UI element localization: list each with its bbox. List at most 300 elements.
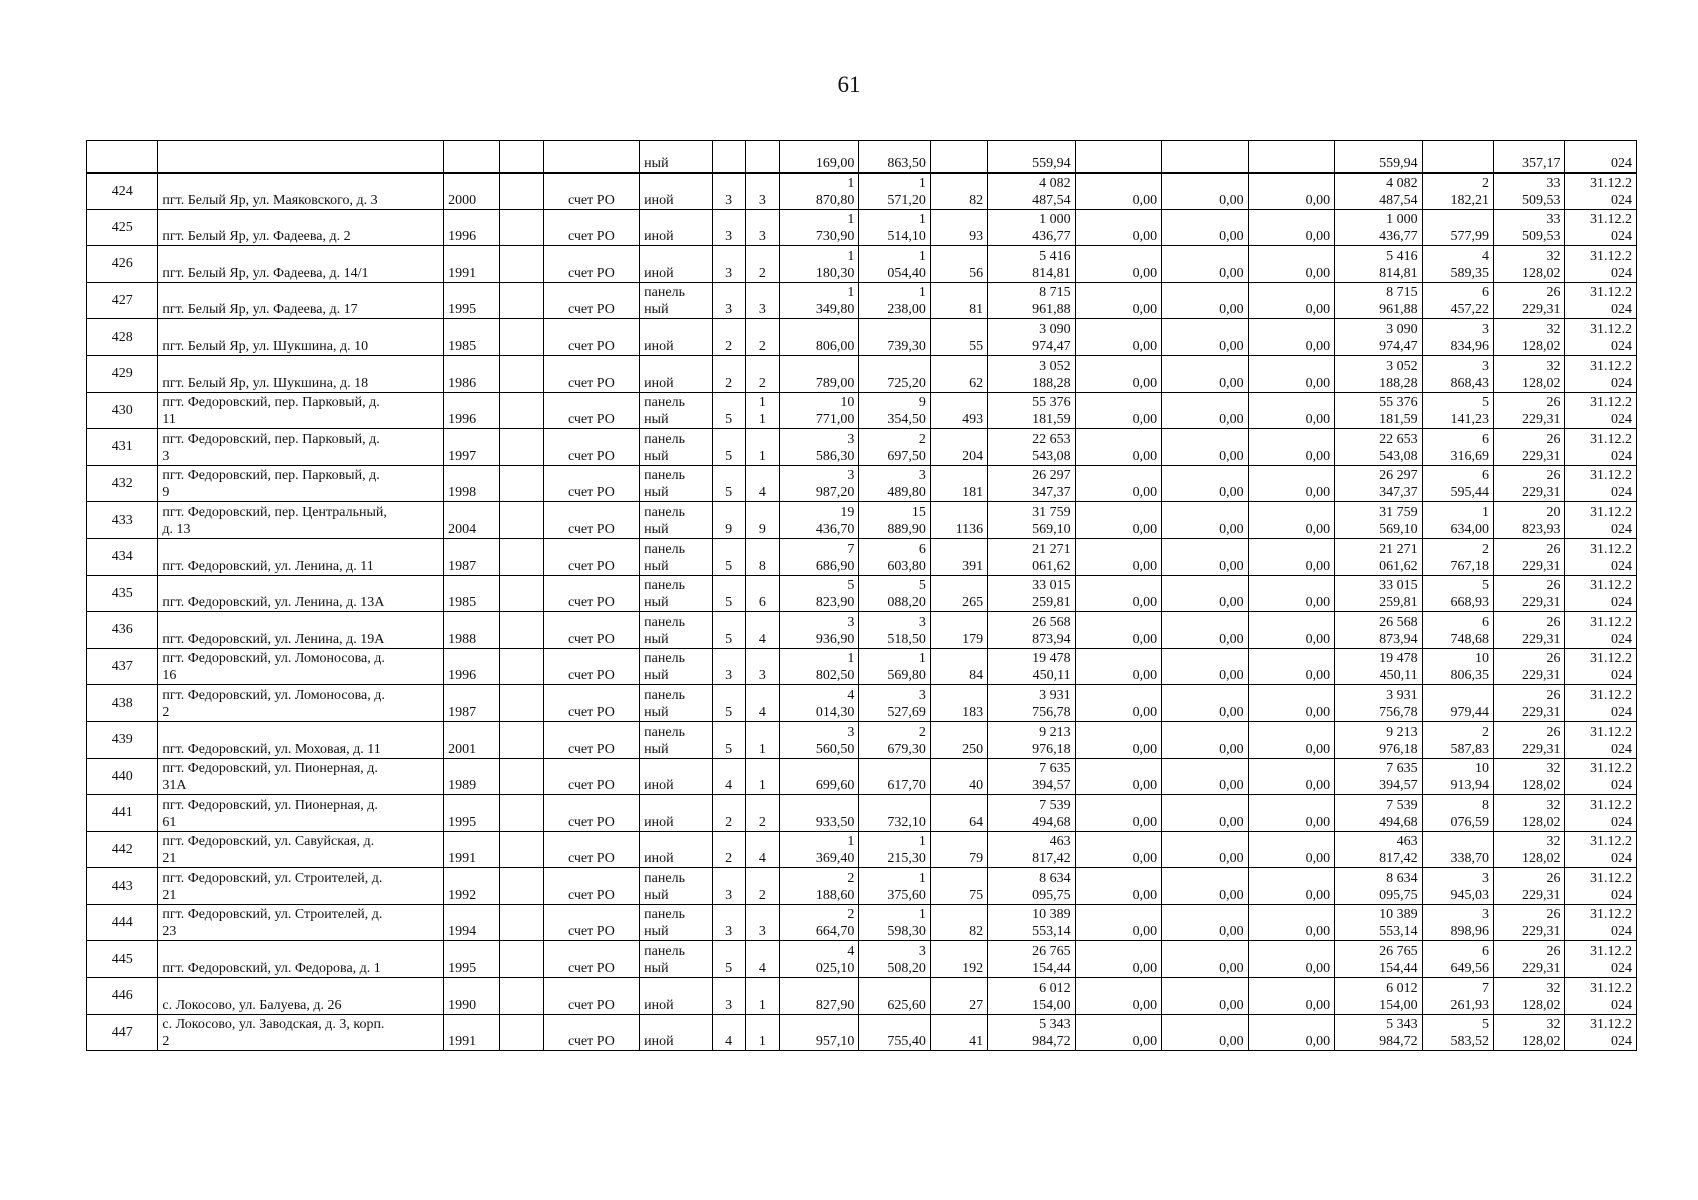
cell-floors: 2 [712, 831, 745, 868]
cell-v2: 0,00 [1162, 246, 1249, 283]
cell-deadline: 31.12.2 024 [1565, 282, 1637, 319]
cell-no: 424 [87, 173, 158, 210]
cell-total-cost: 19 478 450,11 [988, 648, 1076, 685]
cell-no: 437 [87, 648, 158, 685]
cell-v1: 0,00 [1075, 355, 1162, 392]
cell-v2: 0,00 [1162, 1014, 1249, 1051]
cell-deadline: 31.12.2 024 [1565, 978, 1637, 1015]
cell-area2: 732,10 [859, 795, 930, 832]
cell-c4 [500, 355, 543, 392]
cell-no: 432 [87, 465, 158, 502]
cell-total-cost: 6 012 154,00 [988, 978, 1076, 1015]
cell-floors: 5 [712, 465, 745, 502]
cell-people: 64 [930, 795, 987, 832]
cell-entrances: 8 [745, 538, 779, 575]
cell-address: пгт. Федоровский, ул. Пионерная, д. 61 [158, 795, 444, 832]
cell-c4 [500, 758, 543, 795]
cell-year: 1998 [444, 465, 500, 502]
cell-cost-per-m2: 3 868,43 [1422, 355, 1493, 392]
cell-v1: 0,00 [1075, 795, 1162, 832]
cell-area2: 739,30 [859, 319, 930, 356]
cell-area1: 3 586,30 [779, 429, 858, 466]
cell-no: 443 [87, 868, 158, 905]
cell-v2: 0,00 [1162, 978, 1249, 1015]
cell-floors: 4 [712, 1014, 745, 1051]
cell-c4 [500, 904, 543, 941]
cell-area1: 957,10 [779, 1014, 858, 1051]
cell-floors: 5 [712, 612, 745, 649]
cell-limit: 357,17 [1494, 141, 1565, 173]
cell-people: 265 [930, 575, 987, 612]
cell-material: панель ный [640, 465, 712, 502]
cell-address: пгт. Белый Яр, ул. Фадеева, д. 14/1 [158, 246, 444, 283]
cell-limit: 26 229,31 [1494, 429, 1565, 466]
table-row [87, 355, 1637, 392]
cell-v2: 0,00 [1162, 502, 1249, 539]
cell-fund: 26 297 347,37 [1335, 465, 1423, 502]
cell-deadline: 31.12.2 024 [1565, 685, 1637, 722]
cell-address: пгт. Федоровский, ул. Строителей, д. 23 [158, 904, 444, 941]
cell-total-cost: 1 000 436,77 [988, 209, 1076, 246]
cell-limit: 26 229,31 [1494, 465, 1565, 502]
cell-area1: 789,00 [779, 355, 858, 392]
cell-cost-per-m2: 2 767,18 [1422, 538, 1493, 575]
cell-area2: 3 489,80 [859, 465, 930, 502]
table-row [87, 502, 1637, 539]
cell-v1: 0,00 [1075, 319, 1162, 356]
cell-area2: 863,50 [859, 141, 930, 173]
cell-cost-per-m2: 979,44 [1422, 685, 1493, 722]
cell-material: иной [640, 319, 712, 356]
cell-total-cost: 8 634 095,75 [988, 868, 1076, 905]
cell-method [543, 141, 640, 173]
cell-limit: 26 229,31 [1494, 685, 1565, 722]
cell-v2: 0,00 [1162, 758, 1249, 795]
cell-floors: 3 [712, 648, 745, 685]
cell-address: пгт. Федоровский, ул. Ленина, д. 11 [158, 538, 444, 575]
cell-people: 204 [930, 429, 987, 466]
cell-year: 1995 [444, 941, 500, 978]
cell-floors: 5 [712, 941, 745, 978]
cell-people: 41 [930, 1014, 987, 1051]
cell-material: панель ный [640, 429, 712, 466]
cell-method: счет РО [543, 319, 640, 356]
cell-entrances: 1 1 [745, 392, 779, 429]
cell-material: панель ный [640, 721, 712, 758]
cell-area2: 1 571,20 [859, 173, 930, 210]
cell-floors: 3 [712, 246, 745, 283]
cell-entrances: 1 [745, 1014, 779, 1051]
cell-fund: 26 765 154,44 [1335, 941, 1423, 978]
table-row [87, 173, 1637, 210]
table-row [87, 941, 1637, 978]
cell-method: счет РО [543, 721, 640, 758]
cell-material: иной [640, 173, 712, 210]
cell-no: 442 [87, 831, 158, 868]
cell-no: 429 [87, 355, 158, 392]
table-row [87, 795, 1637, 832]
cell-address: пгт. Федоровский, ул. Ломоносова, д. 16 [158, 648, 444, 685]
cell-entrances: 4 [745, 941, 779, 978]
cell-deadline: 31.12.2 024 [1565, 246, 1637, 283]
cell-v3: 0,00 [1248, 173, 1335, 210]
cell-cost-per-m2: 338,70 [1422, 831, 1493, 868]
cell-entrances: 1 [745, 429, 779, 466]
cell-c4 [500, 1014, 543, 1051]
cell-entrances: 1 [745, 758, 779, 795]
cell-material: иной [640, 209, 712, 246]
cell-area1: 7 686,90 [779, 538, 858, 575]
cell-cost-per-m2: 3 898,96 [1422, 904, 1493, 941]
cell-year: 1996 [444, 392, 500, 429]
cell-floors: 3 [712, 209, 745, 246]
cell-v1: 0,00 [1075, 868, 1162, 905]
cell-v3: 0,00 [1248, 795, 1335, 832]
cell-method: счет РО [543, 868, 640, 905]
cell-v2: 0,00 [1162, 831, 1249, 868]
cell-c4 [500, 282, 543, 319]
cell-year: 1995 [444, 795, 500, 832]
cell-c4 [500, 538, 543, 575]
cell-method: счет РО [543, 978, 640, 1015]
cell-area2: 9 354,50 [859, 392, 930, 429]
cell-entrances: 4 [745, 831, 779, 868]
cell-area1: 827,90 [779, 978, 858, 1015]
cell-area1: 2 664,70 [779, 904, 858, 941]
cell-cost-per-m2: 10 806,35 [1422, 648, 1493, 685]
cell-fund: 10 389 553,14 [1335, 904, 1423, 941]
cell-c4 [500, 209, 543, 246]
cell-method: счет РО [543, 648, 640, 685]
cell-people: 82 [930, 173, 987, 210]
cell-year: 1988 [444, 612, 500, 649]
cell-fund: 7 635 394,57 [1335, 758, 1423, 795]
cell-material: иной [640, 1014, 712, 1051]
cell-year [444, 141, 500, 173]
cell-people: 27 [930, 978, 987, 1015]
cell-v3: 0,00 [1248, 502, 1335, 539]
cell-no: 436 [87, 612, 158, 649]
cell-cost-per-m2: 5 668,93 [1422, 575, 1493, 612]
cell-total-cost: 26 297 347,37 [988, 465, 1076, 502]
cell-cost-per-m2: 6 649,56 [1422, 941, 1493, 978]
cell-no: 427 [87, 282, 158, 319]
cell-method: счет РО [543, 904, 640, 941]
cell-method: счет РО [543, 612, 640, 649]
table-row-continuation [87, 141, 1637, 173]
cell-cost-per-m2: 2 182,21 [1422, 173, 1493, 210]
cell-no: 441 [87, 795, 158, 832]
cell-limit: 32 128,02 [1494, 978, 1565, 1015]
cell-v2: 0,00 [1162, 429, 1249, 466]
cell-v3: 0,00 [1248, 282, 1335, 319]
cell-limit: 32 128,02 [1494, 319, 1565, 356]
cell-no: 431 [87, 429, 158, 466]
cell-address: пгт. Федоровский, ул. Пионерная, д. 31А [158, 758, 444, 795]
cell-fund: 26 568 873,94 [1335, 612, 1423, 649]
cell-floors: 3 [712, 282, 745, 319]
cell-deadline: 31.12.2 024 [1565, 355, 1637, 392]
cell-address: пгт. Белый Яр, ул. Фадеева, д. 2 [158, 209, 444, 246]
cell-year: 1985 [444, 575, 500, 612]
cell-v3: 0,00 [1248, 868, 1335, 905]
cell-v1: 0,00 [1075, 392, 1162, 429]
cell-year: 1994 [444, 904, 500, 941]
cell-address: пгт. Федоровский, ул. Ленина, д. 13А [158, 575, 444, 612]
cell-v1: 0,00 [1075, 246, 1162, 283]
cell-area2: 755,40 [859, 1014, 930, 1051]
cell-area2: 625,60 [859, 978, 930, 1015]
cell-limit: 33 509,53 [1494, 209, 1565, 246]
cell-v2: 0,00 [1162, 319, 1249, 356]
table-row [87, 612, 1637, 649]
cell-v2: 0,00 [1162, 941, 1249, 978]
cell-deadline: 31.12.2 024 [1565, 648, 1637, 685]
cell-deadline: 31.12.2 024 [1565, 502, 1637, 539]
cell-c4 [500, 429, 543, 466]
table-row [87, 685, 1637, 722]
cell-c4 [500, 868, 543, 905]
cell-cost-per-m2: 4 589,35 [1422, 246, 1493, 283]
cell-limit: 32 128,02 [1494, 246, 1565, 283]
cell-total-cost: 4 082 487,54 [988, 173, 1076, 210]
cell-year: 1996 [444, 648, 500, 685]
table-row [87, 429, 1637, 466]
cell-v1: 0,00 [1075, 173, 1162, 210]
table-row [87, 538, 1637, 575]
cell-entrances: 2 [745, 868, 779, 905]
cell-c4 [500, 575, 543, 612]
cell-total-cost: 3 931 756,78 [988, 685, 1076, 722]
cell-v1: 0,00 [1075, 758, 1162, 795]
cell-area2: 2 679,30 [859, 721, 930, 758]
cell-v2: 0,00 [1162, 685, 1249, 722]
cell-cost-per-m2: 3 834,96 [1422, 319, 1493, 356]
cell-floors: 3 [712, 173, 745, 210]
cell-v1: 0,00 [1075, 612, 1162, 649]
table-row [87, 465, 1637, 502]
cell-method: счет РО [543, 758, 640, 795]
cell-year: 1989 [444, 758, 500, 795]
cell-method: счет РО [543, 538, 640, 575]
cell-area1: 4 014,30 [779, 685, 858, 722]
cell-v1 [1075, 141, 1162, 173]
cell-v3: 0,00 [1248, 355, 1335, 392]
cell-area2: 2 697,50 [859, 429, 930, 466]
cell-total-cost: 33 015 259,81 [988, 575, 1076, 612]
cell-people: 181 [930, 465, 987, 502]
cell-area2: 1 238,00 [859, 282, 930, 319]
cell-fund: 1 000 436,77 [1335, 209, 1423, 246]
cell-limit: 26 229,31 [1494, 941, 1565, 978]
table-row [87, 721, 1637, 758]
cell-people [930, 141, 987, 173]
cell-method: счет РО [543, 502, 640, 539]
cell-v3: 0,00 [1248, 978, 1335, 1015]
cell-method: счет РО [543, 575, 640, 612]
cell-cost-per-m2: 8 076,59 [1422, 795, 1493, 832]
cell-area1: 1 730,90 [779, 209, 858, 246]
cell-floors: 2 [712, 319, 745, 356]
cell-c4 [500, 648, 543, 685]
cell-area1: 5 823,90 [779, 575, 858, 612]
cell-entrances: 2 [745, 246, 779, 283]
cell-entrances: 3 [745, 173, 779, 210]
cell-area2: 1 598,30 [859, 904, 930, 941]
cell-deadline: 31.12.2 024 [1565, 1014, 1637, 1051]
cell-entrances: 9 [745, 502, 779, 539]
cell-c4 [500, 246, 543, 283]
cell-no: 446 [87, 978, 158, 1015]
cell-deadline: 31.12.2 024 [1565, 612, 1637, 649]
cell-entrances: 3 [745, 904, 779, 941]
cell-year: 1997 [444, 429, 500, 466]
cell-method: счет РО [543, 685, 640, 722]
cell-v3: 0,00 [1248, 429, 1335, 466]
cell-cost-per-m2: 6 457,22 [1422, 282, 1493, 319]
cell-people: 493 [930, 392, 987, 429]
cell-v3 [1248, 141, 1335, 173]
cell-fund: 3 931 756,78 [1335, 685, 1423, 722]
cell-address: пгт. Федоровский, ул. Строителей, д. 21 [158, 868, 444, 905]
cell-deadline: 31.12.2 024 [1565, 868, 1637, 905]
cell-c4 [500, 941, 543, 978]
cell-total-cost: 10 389 553,14 [988, 904, 1076, 941]
cell-deadline: 31.12.2 024 [1565, 173, 1637, 210]
table-row [87, 1014, 1637, 1051]
cell-floors: 5 [712, 575, 745, 612]
cell-no: 439 [87, 721, 158, 758]
cell-address: пгт. Федоровский, ул. Ломоносова, д. 2 [158, 685, 444, 722]
page-number: 61 [837, 72, 861, 97]
cell-people: 179 [930, 612, 987, 649]
cell-fund: 6 012 154,00 [1335, 978, 1423, 1015]
cell-people: 93 [930, 209, 987, 246]
cell-fund: 559,94 [1335, 141, 1423, 173]
cell-v1: 0,00 [1075, 904, 1162, 941]
cell-cost-per-m2: 2 587,83 [1422, 721, 1493, 758]
cell-total-cost: 31 759 569,10 [988, 502, 1076, 539]
cell-total-cost: 21 271 061,62 [988, 538, 1076, 575]
cell-year: 1987 [444, 685, 500, 722]
cell-material: панель ный [640, 538, 712, 575]
cell-limit: 26 229,31 [1494, 282, 1565, 319]
cell-area1: 1 870,80 [779, 173, 858, 210]
cell-material: ный [640, 141, 712, 173]
cell-cost-per-m2 [1422, 141, 1493, 173]
cell-deadline: 31.12.2 024 [1565, 758, 1637, 795]
cell-limit: 26 229,31 [1494, 868, 1565, 905]
cell-address: пгт. Федоровский, пер. Парковый, д. 3 [158, 429, 444, 466]
cell-v2: 0,00 [1162, 648, 1249, 685]
cell-area1: 19 436,70 [779, 502, 858, 539]
cell-c4 [500, 721, 543, 758]
cell-fund: 4 082 487,54 [1335, 173, 1423, 210]
cell-floors: 5 [712, 429, 745, 466]
cell-deadline: 31.12.2 024 [1565, 941, 1637, 978]
cell-area2: 3 508,20 [859, 941, 930, 978]
cell-entrances: 2 [745, 795, 779, 832]
cell-deadline: 31.12.2 024 [1565, 575, 1637, 612]
table-row [87, 868, 1637, 905]
cell-address: пгт. Белый Яр, ул. Фадеева, д. 17 [158, 282, 444, 319]
cell-area1: 933,50 [779, 795, 858, 832]
cell-v3: 0,00 [1248, 319, 1335, 356]
cell-floors: 5 [712, 392, 745, 429]
cell-deadline: 31.12.2 024 [1565, 721, 1637, 758]
cell-people: 82 [930, 904, 987, 941]
cell-material: панель ный [640, 502, 712, 539]
cell-method: счет РО [543, 209, 640, 246]
cell-c4 [500, 978, 543, 1015]
cell-fund: 8 715 961,88 [1335, 282, 1423, 319]
cell-c4 [500, 319, 543, 356]
cell-cost-per-m2: 3 945,03 [1422, 868, 1493, 905]
cell-people: 183 [930, 685, 987, 722]
cell-limit: 20 823,93 [1494, 502, 1565, 539]
cell-people: 40 [930, 758, 987, 795]
cell-floors: 5 [712, 721, 745, 758]
cell-material: иной [640, 355, 712, 392]
cell-people: 250 [930, 721, 987, 758]
cell-v3: 0,00 [1248, 575, 1335, 612]
cell-address: пгт. Белый Яр, ул. Шукшина, д. 10 [158, 319, 444, 356]
cell-method: счет РО [543, 173, 640, 210]
cell-entrances: 4 [745, 612, 779, 649]
cell-no: 435 [87, 575, 158, 612]
cell-area2: 5 088,20 [859, 575, 930, 612]
cell-deadline: 31.12.2 024 [1565, 429, 1637, 466]
cell-v1: 0,00 [1075, 1014, 1162, 1051]
cell-total-cost: 9 213 976,18 [988, 721, 1076, 758]
cell-people: 62 [930, 355, 987, 392]
cell-cost-per-m2: 1 634,00 [1422, 502, 1493, 539]
cell-total-cost: 26 568 873,94 [988, 612, 1076, 649]
cell-method: счет РО [543, 246, 640, 283]
table-row [87, 282, 1637, 319]
cell-cost-per-m2: 5 141,23 [1422, 392, 1493, 429]
cell-address: пгт. Федоровский, пер. Парковый, д. 11 [158, 392, 444, 429]
cell-limit: 26 229,31 [1494, 904, 1565, 941]
cell-limit: 26 229,31 [1494, 648, 1565, 685]
cell-deadline: 31.12.2 024 [1565, 795, 1637, 832]
cell-floors: 4 [712, 758, 745, 795]
cell-area1: 169,00 [779, 141, 858, 173]
cell-material: иной [640, 831, 712, 868]
cell-limit: 32 128,02 [1494, 355, 1565, 392]
cell-floors: 5 [712, 538, 745, 575]
cell-v3: 0,00 [1248, 648, 1335, 685]
cell-v3: 0,00 [1248, 1014, 1335, 1051]
cell-total-cost: 5 416 814,81 [988, 246, 1076, 283]
cell-area1: 10 771,00 [779, 392, 858, 429]
cell-entrances: 4 [745, 465, 779, 502]
cell-v1: 0,00 [1075, 575, 1162, 612]
cell-year: 1991 [444, 1014, 500, 1051]
cell-people: 391 [930, 538, 987, 575]
cell-entrances: 1 [745, 721, 779, 758]
table-row [87, 319, 1637, 356]
cell-year: 1995 [444, 282, 500, 319]
cell-v1: 0,00 [1075, 282, 1162, 319]
cell-total-cost: 8 715 961,88 [988, 282, 1076, 319]
cell-material: панель ный [640, 904, 712, 941]
cell-limit: 26 229,31 [1494, 721, 1565, 758]
cell-c4 [500, 612, 543, 649]
cell-year: 1985 [444, 319, 500, 356]
cell-total-cost: 463 817,42 [988, 831, 1076, 868]
cell-area1: 1 369,40 [779, 831, 858, 868]
